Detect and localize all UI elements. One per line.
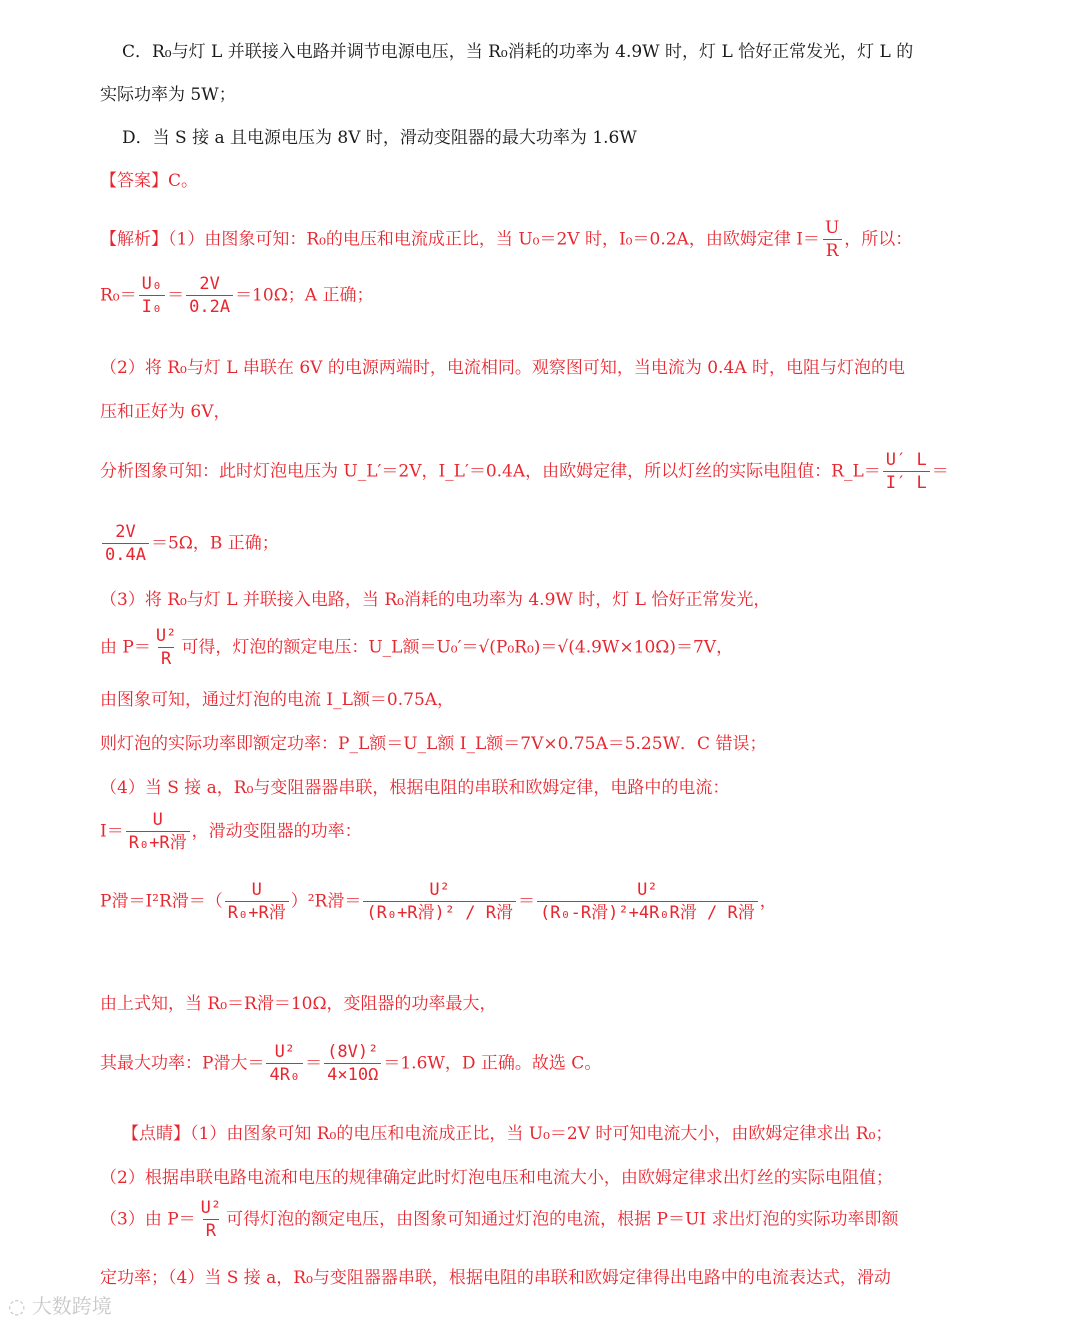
comment-l2: （2）根据串联电路电流和电压的规律确定此时灯泡电压和电流大小，由欧姆定律求出灯丝的实际电阻值；	[100, 1168, 893, 1188]
ohm-law-fraction: $\frac{U}{R}$	[822, 220, 842, 260]
answer-line: 【答案】C。	[100, 171, 199, 191]
rl-fraction-values: $\frac{2V}{0.4A}$	[102, 524, 149, 564]
analysis-p1b: R₀＝ $\frac{\text{U₀}}{\text{I₀}}$ ＝ $\frac{2V}{0.2A}$ ＝10Ω；A 正确；	[100, 274, 374, 317]
r0-fraction-symbolic: $\frac{\text{U₀}}{\text{I₀}}$	[139, 276, 165, 316]
option-c-line1: C．R₀与灯 L 并联接入电路并调节电源电压，当 R₀消耗的功率为 4.9W 时，灯 L 恰好正常发光，灯 L 的	[122, 42, 914, 62]
analysis-p4a: （4）当 S 接 a，R₀与变阻器器串联，根据电阻的串联和欧姆定律，电路中的电流：	[100, 778, 730, 798]
comment-l1: 【点睛】（1）由图象可知 R₀的电压和电流成正比，当 U₀＝2V 时可知电流大小，由欧姆定律求出 R₀；	[122, 1124, 893, 1144]
rl-fraction-symbolic: $\frac{U' L}{I' L}$	[883, 452, 930, 492]
watermark-logo-icon: ◌	[8, 1294, 26, 1318]
current-fraction: $\frac{U}{\text{R₀+R滑}}$	[126, 812, 190, 852]
analysis-p3c: 由图象可知，通过灯泡的电流 I_L额＝0.75A，	[100, 690, 455, 710]
watermark: ◌ 大数跨境	[8, 1294, 112, 1318]
option-c-line2: 实际功率为 5W；	[100, 85, 236, 105]
analysis-p4c: P滑＝I²R滑＝（ $\frac{U}{\text{R₀+R滑}}$ ）²R滑＝ $\frac{\text{U²}}{\text{(R₀+R滑)² / R滑}}$ ＝ $\frac{\text{U²}}{\text{(R₀-R滑)²+4R₀R滑 / R滑}}$ ，	[100, 880, 777, 923]
comment-l4: 定功率；（4）当 S 接 a，R₀与变阻器器串联，根据电阻的串联和欧姆定律得出电路中的电流表达式，滑动	[100, 1268, 891, 1288]
comment-power-fraction: $\frac{\text{U²}}{R}$	[200, 1198, 222, 1241]
comment-l3: （3）由 P＝ $\frac{\text{U²}}{R}$ 可得灯泡的额定电压，由图象可知通过灯泡的电流，根据 P＝UI 求出灯泡的实际功率即额	[100, 1198, 899, 1241]
option-d: D．当 S 接 a 且电源电压为 8V 时，滑动变阻器的最大功率为 1.6W	[122, 128, 637, 148]
analysis-p2a: （2）将 R₀与灯 L 串联在 6V 的电源两端时，电流相同。观察图可知，当电流为 0.4A 时，电阻与灯泡的电	[100, 358, 905, 378]
analysis-p4b: I＝ $\frac{U}{\text{R₀+R滑}}$ ，滑动变阻器的功率：	[100, 810, 362, 853]
analysis-p2b: 压和正好为 6V，	[100, 402, 231, 422]
power-step2-fraction: $\frac{\text{U²}}{\text{(R₀+R滑)² / R滑}}$	[363, 882, 516, 922]
analysis-p2c: 分析图象可知：此时灯泡电压为 U_L′＝2V，I_L′＝0.4A，由欧姆定律，所以灯丝的实际电阻值：R_L＝ $\frac{U' L}{I' L}$ ＝	[100, 450, 949, 493]
analysis-p3d: 则灯泡的实际功率即额定功率：P_L额＝U_L额 I_L额＝7V×0.75A＝5.25W．C 错误；	[100, 734, 767, 754]
power-step1-fraction: $\frac{U}{\text{R₀+R滑}}$	[225, 882, 289, 922]
analysis-p2d: $\frac{2V}{0.4A}$ ＝5Ω，B 正确；	[100, 524, 279, 564]
analysis-p4e: 其最大功率：P滑大＝ $\frac{\text{U²}}{\text{4R₀}}$ ＝ $\frac{\text{(8V)²}}{4\times 10\Omega}$ ＝1.6W，D 正确。故选 C。	[100, 1042, 602, 1085]
power-fraction: $\frac{\text{U²}}{R}$	[155, 626, 177, 669]
r0-fraction-values: $\frac{2V}{0.2A}$	[186, 276, 233, 316]
power-step3-fraction: $\frac{\text{U²}}{\text{(R₀-R滑)²+4R₀R滑 / R滑}}$	[537, 882, 758, 922]
analysis-p4d: 由上式知，当 R₀＝R滑＝10Ω，变阻器的功率最大，	[100, 994, 497, 1014]
max-power-fraction-symbolic: $\frac{\text{U²}}{\text{4R₀}}$	[266, 1044, 303, 1084]
analysis-label: 【解析】	[100, 229, 168, 250]
max-power-fraction-values: $\frac{\text{(8V)²}}{4\times 10\Omega}$	[324, 1044, 381, 1084]
comment-label: 【点睛】	[122, 1124, 190, 1144]
analysis-p3b: 由 P＝ $\frac{\text{U²}}{R}$ 可得，灯泡的额定电压：U_L额＝U₀′＝√(P₀R₀)＝√(4.9W×10Ω)＝7V，	[100, 626, 734, 669]
analysis-p3a: （3）将 R₀与灯 L 并联接入电路，当 R₀消耗的电功率为 4.9W 时，灯 L 恰好正常发光，	[100, 590, 771, 610]
analysis-p1a: 【解析】（1）由图象可知：R₀的电压和电流成正比，当 U₀＝2V 时，I₀＝0.2A，由欧姆定律 I＝ $\frac{U}{R}$ ，所以：	[100, 218, 913, 261]
